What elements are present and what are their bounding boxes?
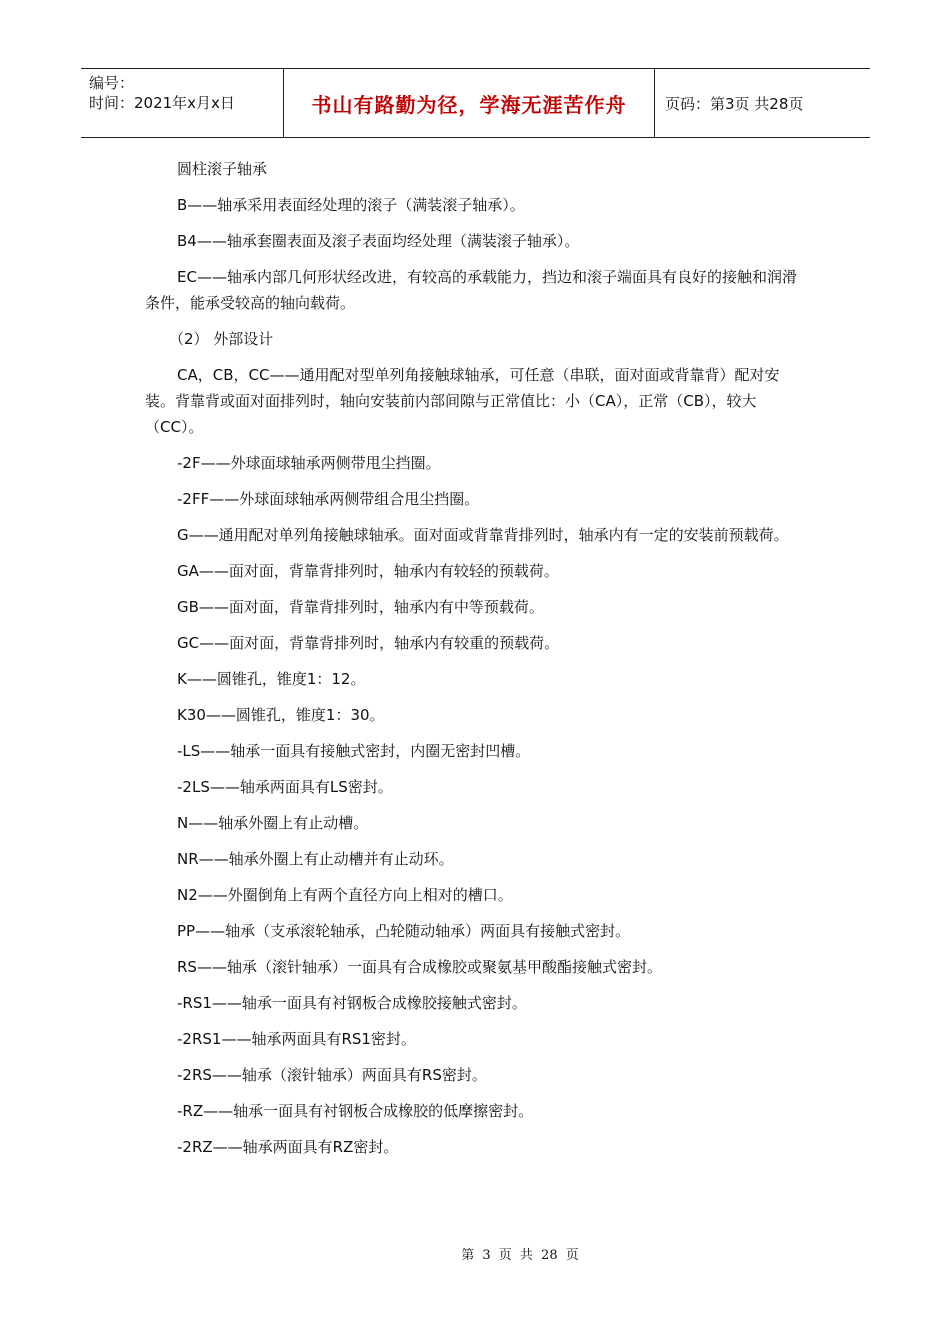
paragraph: -RS1——轴承一面具有衬钢板合成橡胶接触式密封。 — [177, 994, 527, 1012]
paragraph: RS——轴承（滚针轴承）一面具有合成橡胶或聚氨基甲酸酯接触式密封。 — [177, 958, 662, 976]
paragraph: G——通用配对单列角接触球轴承。面对面或背靠背排列时，轴承内有一定的安装前预载荷。 — [177, 526, 789, 544]
paragraph: GC——面对面，背靠背排列时，轴承内有较重的预载荷。 — [177, 634, 560, 652]
paragraph: K——圆锥孔，锥度1：12。 — [177, 670, 366, 688]
paragraph: -2RS1——轴承两面具有RS1密封。 — [177, 1030, 416, 1048]
paragraph: -2F——外球面球轴承两侧带甩尘挡圈。 — [177, 454, 441, 472]
paragraph: N2——外圈倒角上有两个直径方向上相对的槽口。 — [177, 886, 513, 904]
paragraph: GB——面对面，背靠背排列时，轴承内有中等预载荷。 — [177, 598, 544, 616]
header-meta — [81, 69, 283, 137]
paragraph: B4——轴承套圈表面及滚子表面均经处理（满装滚子轴承）。 — [177, 232, 580, 250]
paragraph: -2FF——外球面球轴承两侧带组合甩尘挡圈。 — [177, 490, 480, 508]
paragraph: -2RS——轴承（滚针轴承）两面具有RS密封。 — [177, 1066, 487, 1084]
paragraph: -LS——轴承一面具有接触式密封，内圈无密封凹槽。 — [177, 742, 531, 760]
date-line: 时间：2021年x月x日 — [89, 94, 235, 112]
page-footer: 第 3 页 共 28 页 — [461, 1248, 579, 1263]
paragraph: CA，CB，CC——通用配对型单列角接触球轴承，可任意（串联，面对面或背靠背）配对安装。背靠背或面对面排列时，轴向安装前内部间隙与正常值比：小（CA），正常（CB），较大（CC）。 — [145, 366, 780, 436]
document-body — [145, 156, 805, 1170]
paragraph: NR——轴承外圈上有止动槽并有止动环。 — [177, 850, 454, 868]
paragraph: 圆柱滚子轴承 — [177, 160, 268, 178]
paragraph: -RZ——轴承一面具有衬钢板合成橡胶的低摩擦密封。 — [177, 1102, 534, 1120]
page-header — [81, 68, 870, 138]
paragraph: GA——面对面，背靠背排列时，轴承内有较轻的预载荷。 — [177, 562, 559, 580]
paragraph: -2LS——轴承两面具有LS密封。 — [177, 778, 393, 796]
paragraph: N——轴承外圈上有止动槽。 — [177, 814, 369, 832]
paragraph: K30——圆锥孔，锥度1：30。 — [177, 706, 385, 724]
header-page-info: 页码：第3页 共28页 — [665, 94, 804, 113]
header-motto: 书山有路勤为径，学海无涯苦作舟 — [283, 69, 655, 137]
paragraph: B——轴承采用表面经处理的滚子（满装滚子轴承）。 — [177, 196, 525, 214]
section-heading: （2） 外部设计 — [169, 330, 274, 348]
paragraph: EC——轴承内部几何形状经改进，有较高的承载能力，挡边和滚子端面具有良好的接触和润滑条件，能承受较高的轴向载荷。 — [145, 268, 797, 312]
code-label: 编号： — [89, 74, 135, 92]
paragraph: -2RZ——轴承两面具有RZ密封。 — [177, 1138, 399, 1156]
paragraph: PP——轴承（支承滚轮轴承，凸轮随动轴承）两面具有接触式密封。 — [177, 922, 631, 940]
